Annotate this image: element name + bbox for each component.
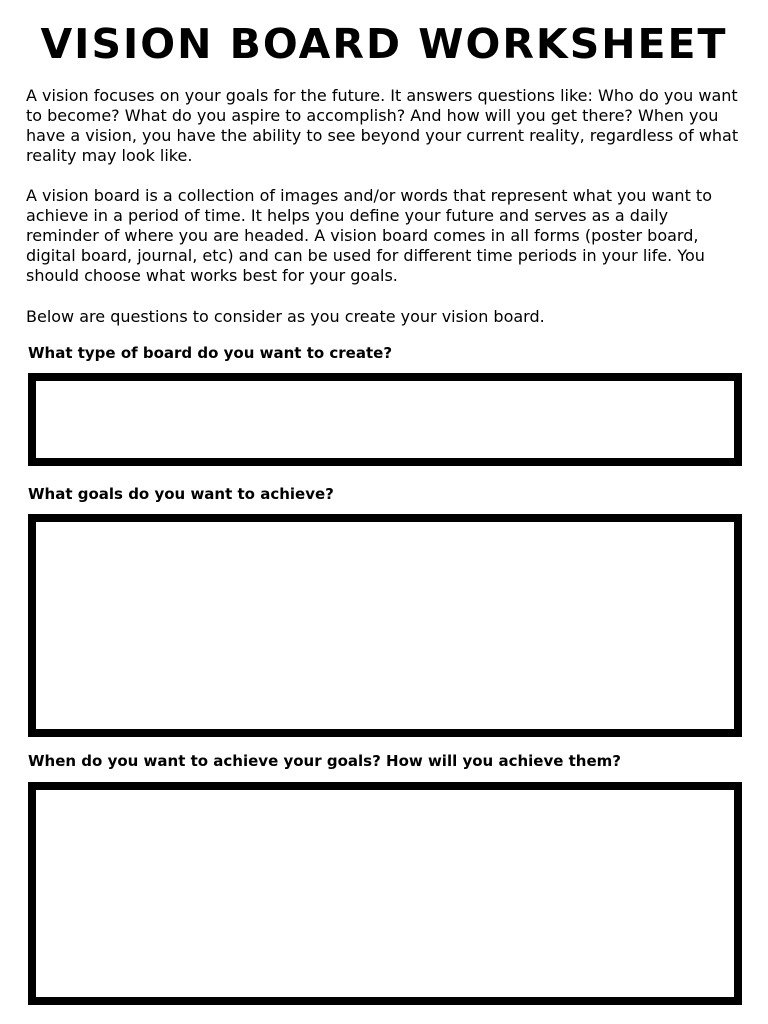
question-goals: What goals do you want to achieve? <box>28 485 334 503</box>
answer-box-board-type[interactable] <box>28 373 742 466</box>
question-board-type: What type of board do you want to create? <box>28 344 393 362</box>
answer-box-timeline[interactable] <box>28 782 742 1005</box>
answer-box-goals[interactable] <box>28 514 742 737</box>
page-title: VISION BOARD WORKSHEET <box>40 20 728 68</box>
intro-paragraph-instructions: Below are questions to consider as you create your vision board. <box>26 307 545 326</box>
intro-paragraph-vision-board: A vision board is a collection of images and/or words that represent what you want to achieve in a period of time. It helps you define your future and serves as a daily reminder of where you are headed. A vision board comes in all forms (poster board, digital board, journal, etc) and can be used for different time periods in your life. You should choose what works best for your goals. <box>26 186 712 285</box>
intro-paragraph-vision: A vision focuses on your goals for the future. It answers questions like: Who do you want to become? What do you aspire to accomplish? And how will you get there? When you have a vision, you have the ability to see beyond your current reality, regardless of what reality may look like. <box>26 86 739 165</box>
question-timeline: When do you want to achieve your goals? How will you achieve them? <box>28 752 621 770</box>
